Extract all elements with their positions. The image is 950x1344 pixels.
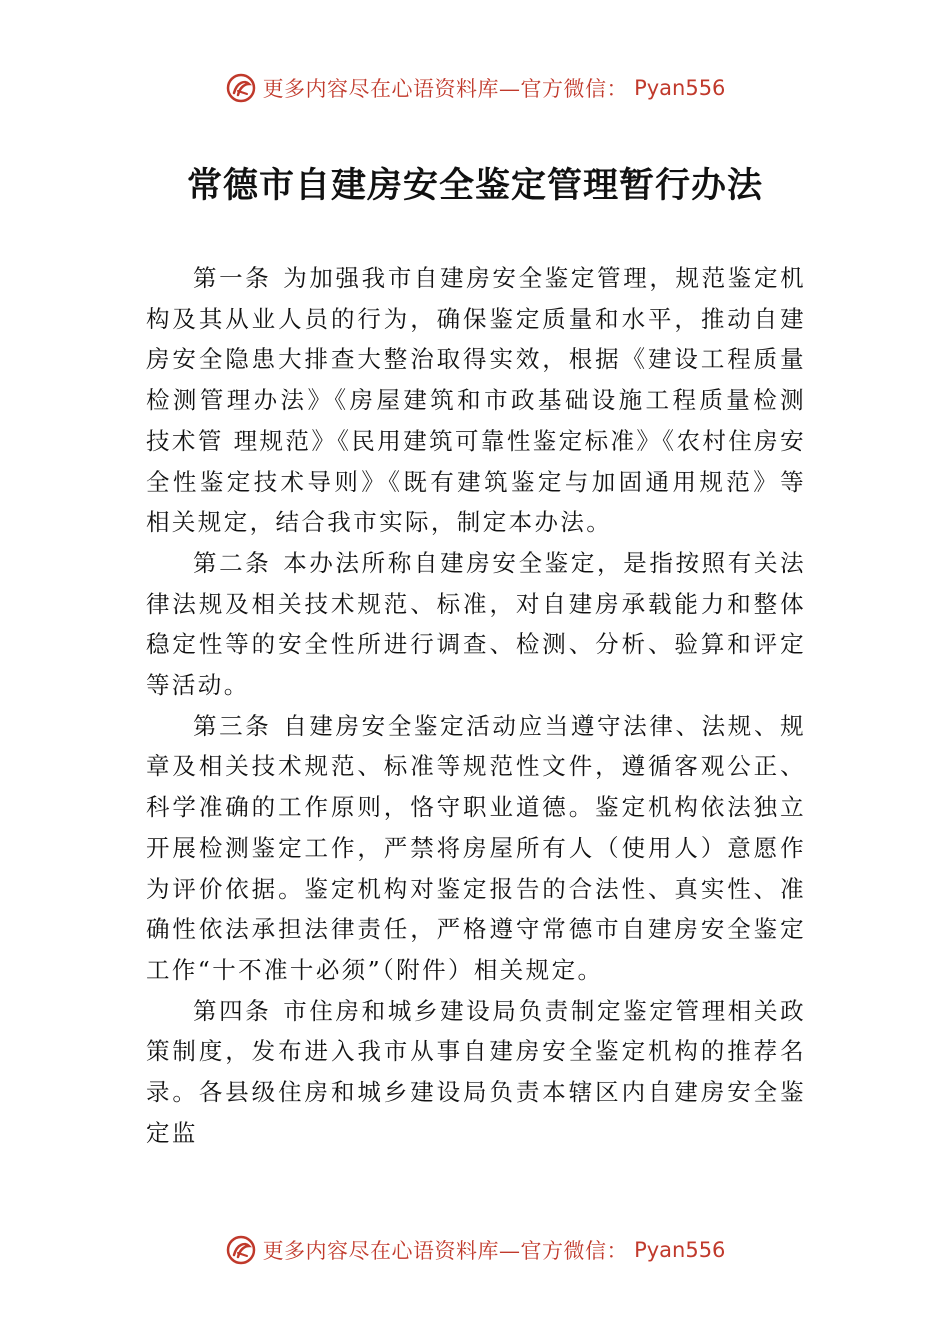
article-text: 为加强我市自建房安全鉴定管理，规范鉴定机构及其从业人员的行为，确保鉴定质量和水平，推动自建房安全隐患大排查大整治取得实效，根据《建设工程质量检测管理办法》《房屋建筑和市政基础设施工程质量检测技术管 理规范》《民用建筑可靠性鉴定标准》《农村住房安全性鉴定技术导则》《既有建筑鉴定与加固通用规范》等相关规定，结合我市实际，制定本办法。 bbox=[146, 264, 807, 537]
article-paragraph bbox=[146, 991, 806, 1154]
article-text: 本办法所称自建房安全鉴定，是指按照有关法律法规及相关技术规范、标准，对自建房承载能力和整体稳定性等的安全性所进行调查、检测、分析、验算和评定等活动。 bbox=[146, 548, 807, 700]
article-text: 自建房安全鉴定活动应当遵守法律、法规、规章及相关技术规范、标准等规范性文件，遵循客观公正、科学准确的工作原则，恪守职业道德。鉴定机构依法独立开展检测鉴定工作，严禁将房屋所有人（使用人）意愿作为评价依据。鉴定机构对鉴定报告的合法性、真实性、准确性依法承担法律责任，严格遵守常德市自建房安全鉴定工作“十不准十必须”（附件）相关规定。 bbox=[146, 711, 807, 984]
article-number: 第四条 bbox=[193, 996, 272, 1025]
article-number: 第二条 bbox=[193, 548, 272, 577]
swirl-seal-icon bbox=[225, 72, 257, 104]
document-title: 常德市自建房安全鉴定管理暂行办法 bbox=[186, 165, 763, 206]
footer-watermark bbox=[0, 1234, 950, 1266]
article-text: 市住房和城乡建设局负责制定鉴定管理相关政策制度，发布进入我市从事自建房安全鉴定机构的推荐名录。各县级住房和城乡建设局负责本辖区内自建房安全鉴定监 bbox=[146, 996, 807, 1147]
watermark-text: 更多内容尽在心语资料库—官方微信： bbox=[262, 1239, 629, 1263]
article-paragraph bbox=[146, 258, 806, 543]
article-number: 第一条 bbox=[193, 264, 272, 292]
article-paragraph bbox=[146, 543, 806, 706]
swirl-seal-icon bbox=[225, 1234, 257, 1266]
watermark-text: 更多内容尽在心语资料库—官方微信： bbox=[262, 77, 629, 101]
watermark-id: Pyan556 bbox=[634, 76, 726, 100]
article-paragraph bbox=[146, 706, 806, 991]
watermark-id: Pyan556 bbox=[634, 1238, 726, 1262]
document-body bbox=[146, 258, 806, 1153]
header-watermark bbox=[0, 72, 950, 104]
article-number: 第三条 bbox=[193, 711, 272, 740]
